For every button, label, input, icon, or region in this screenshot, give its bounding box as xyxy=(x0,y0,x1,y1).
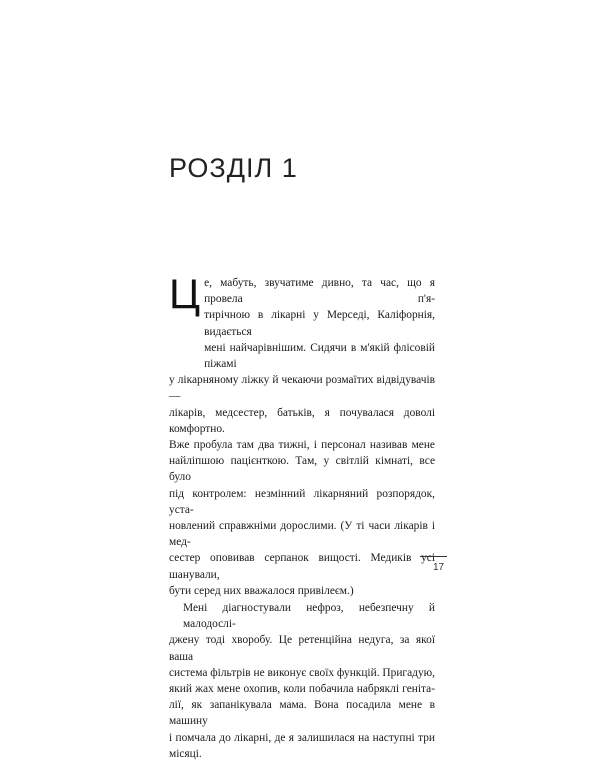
text-line: Мені діагностували нефроз, небезпечну й малодослі- xyxy=(183,602,435,631)
text-line: лікарів, медсестер, батьків, я почувалася доволі комфортно. xyxy=(169,406,435,435)
text-line: і помчала до лікарні, де я залишилася на наступні три xyxy=(169,731,435,744)
text-line: новлений справжніми дорослими. (У ті часи лікарів і мед- xyxy=(169,520,435,549)
chapter-title: РОЗДІЛ 1 xyxy=(169,153,298,183)
text-line: під контролем: незмінний лікарняний розпорядок, уста- xyxy=(169,487,435,516)
text-line: е, мабуть, звучатиме дивно, та час, що я провела п'я- xyxy=(204,277,435,306)
dropcap-row xyxy=(169,270,435,372)
text-line: бути серед них вважалося привілеєм.) xyxy=(169,584,354,597)
text-line: тирічною в лікарні у Мерседі, Каліфорнія, видається xyxy=(204,309,435,338)
text-line: місяці. xyxy=(169,747,202,760)
dropcap-lines xyxy=(204,275,435,372)
text-line: мені найчарівнішим. Сидячи в м'якій флісовій піжамі xyxy=(204,341,435,371)
paragraph-2 xyxy=(169,600,435,762)
text-line: сестер оповивав серпанок вищості. Медиків усі шанували, xyxy=(169,552,435,581)
body-text xyxy=(169,270,435,762)
page-number: 17 xyxy=(433,562,445,573)
footer-rule xyxy=(420,556,447,557)
text-line: система фільтрів не виконує своїх функцій. Пригадую, xyxy=(169,666,435,679)
text-line: який жах мене охопив, коли побачила набряклі геніта- xyxy=(169,683,435,696)
text-line: найліпшою пацієнткою. Там, у світлій кімнаті, все було xyxy=(169,455,435,484)
paragraph-1 xyxy=(169,270,435,599)
text-line: джену тоді хворобу. Це ретенційна недуга, за якої ваша xyxy=(169,634,435,663)
drop-cap: Ц xyxy=(169,270,201,317)
text-line: лії, як запанікувала мама. Вона посадила мене в машину xyxy=(169,699,435,728)
text-line: Вже пробула там два тижні, і персонал називав мене xyxy=(169,439,435,452)
text-line: у лікарняному ліжку й чекаючи розмаїтих відвідувачів — xyxy=(169,374,435,403)
